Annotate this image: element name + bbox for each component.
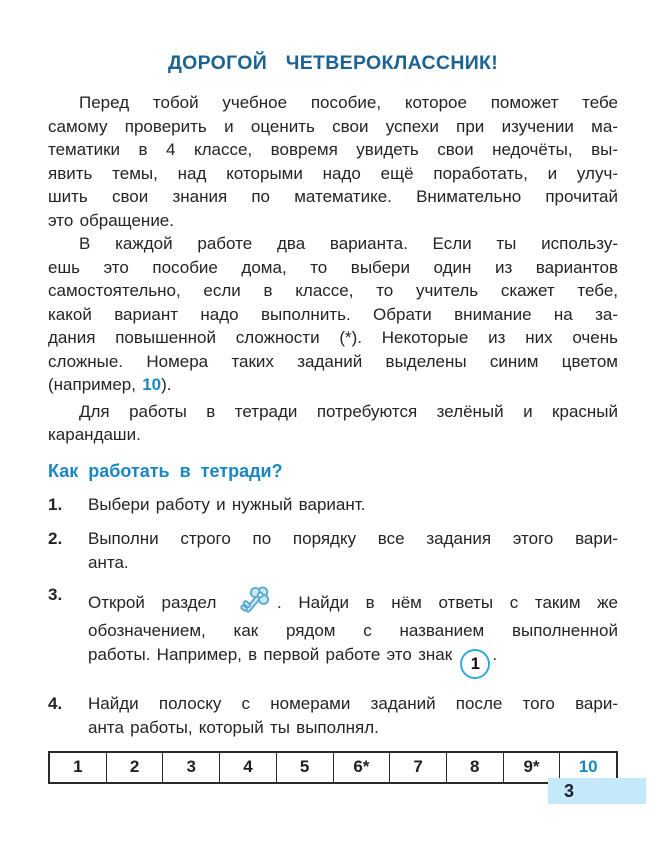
page-number: 3 xyxy=(564,781,575,801)
text-line: Перед тобой учебное пособие, которое поможет тебе xyxy=(79,93,618,112)
text-line: карандаши. xyxy=(48,425,141,444)
list-item-4 xyxy=(48,692,618,739)
text-line: самостоятельно, если в классе, то учитель скажет тебе, xyxy=(48,281,618,300)
text-line: шить свои знания по математике. Внимательно прочитай xyxy=(48,187,618,206)
list-item-1 xyxy=(48,493,618,517)
list-item-text xyxy=(88,527,618,574)
intro-paragraph-2 xyxy=(48,232,618,397)
text-line: Выполни строго по порядку все задания этого вари- xyxy=(88,529,618,548)
strip-cell: 6* xyxy=(333,753,390,782)
text-line: Найди полоску с номерами заданий после того вари- xyxy=(88,694,618,714)
text-line: дания повышенной сложности (*). Некоторые из них очень xyxy=(48,328,618,347)
text-line: В каждой работе два варианта. Если ты использу- xyxy=(79,234,618,253)
text-line: обозначением, как рядом с названием выполненной xyxy=(88,621,618,640)
text-line: какой вариант надо выполнить. Обрати внимание на за- xyxy=(48,304,618,324)
text-line: анта. xyxy=(88,552,129,572)
list-item-text xyxy=(88,493,618,517)
text-line: это обращение. xyxy=(48,210,174,230)
page-number-strip xyxy=(548,778,646,804)
strip-cell: 5 xyxy=(276,753,333,782)
list-item-number: 3. xyxy=(48,585,63,604)
instructions-list xyxy=(48,493,618,740)
key-icon xyxy=(236,583,274,619)
section-heading: Как работать в тетради? xyxy=(48,460,283,481)
text-line: явить темы, над которыми надо ещё поработать, и улуч- xyxy=(48,163,618,183)
intro-paragraph-1 xyxy=(48,91,618,232)
list-item-2 xyxy=(48,527,618,574)
list-item-number: 4. xyxy=(48,694,63,714)
list-item-3 xyxy=(48,583,618,679)
text-line: работы. Например, в первой работе это знак 1 . xyxy=(88,643,618,680)
text-line: ешь это пособие дома, то выбери один из вариантов xyxy=(48,257,618,277)
list-item-text xyxy=(88,692,618,739)
text-line: (например, 10). xyxy=(48,375,172,394)
list-item-text xyxy=(88,583,618,679)
strip-cell: 2 xyxy=(106,753,163,782)
strip-cell: 3 xyxy=(162,753,219,782)
accent-number: 10 xyxy=(142,375,162,394)
strip-cell: 10 xyxy=(559,753,616,782)
list-item-number: 1. xyxy=(48,494,63,514)
text-line: анта работы, который ты выполнял. xyxy=(88,717,379,737)
text-line: Открой раздел . Найди в нём ответы с таким же xyxy=(88,583,618,619)
text-line: Выбери работу и нужный вариант. xyxy=(88,494,366,514)
text-line: сложные. Номера таких заданий выделены синим цветом xyxy=(48,351,618,371)
strip-cell: 4 xyxy=(219,753,276,782)
list-item-number: 2. xyxy=(48,529,63,548)
intro-paragraph-3 xyxy=(48,400,618,447)
text-line: тематики в 4 классе, вовремя увидеть свои недочёты, вы- xyxy=(48,140,618,159)
strip-cell: 7 xyxy=(389,753,446,782)
answer-mark-circle: 1 xyxy=(460,649,490,679)
strip-cell: 8 xyxy=(446,753,503,782)
task-number-strip xyxy=(48,751,618,784)
text-line: самому проверить и оценить свои успехи при изучении ма- xyxy=(48,116,618,136)
text-line: Для работы в тетради потребуются зелёный и красный xyxy=(79,401,618,421)
strip-cell: 9* xyxy=(503,753,560,782)
strip-cell: 1 xyxy=(73,757,83,777)
page-title: ДОРОГОЙ ЧЕТВЕРОКЛАССНИК! xyxy=(167,52,499,74)
